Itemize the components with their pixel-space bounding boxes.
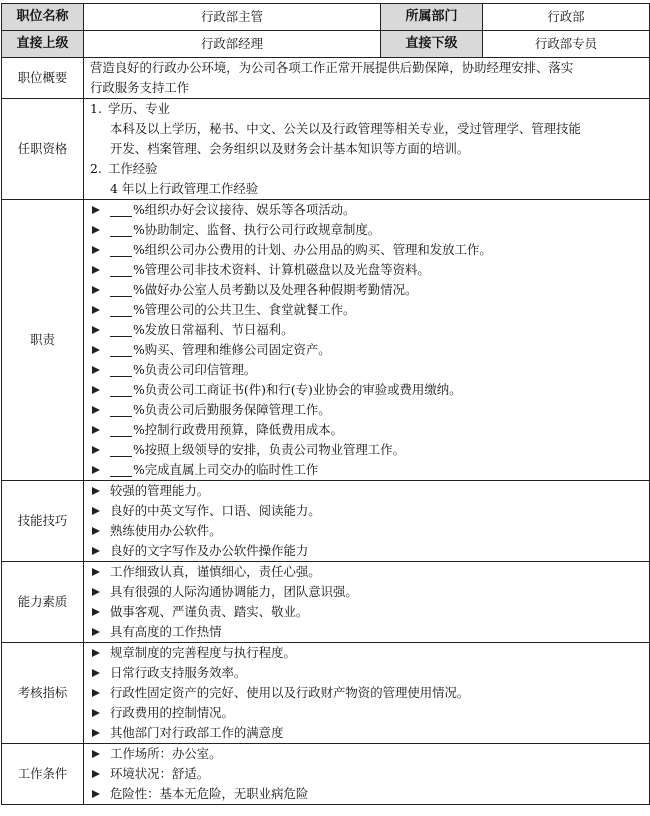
- percentage-blank: [110, 403, 132, 417]
- arrow-bullet-icon: [92, 547, 100, 555]
- list-item-text: 工作场所：办公室。: [110, 746, 222, 761]
- arrow-bullet-icon: [92, 608, 100, 616]
- qualities-list: [84, 562, 650, 643]
- arrow-bullet-icon: [92, 709, 100, 717]
- position-name-label: 职位名称: [2, 4, 84, 31]
- percentage-blank: [110, 463, 132, 477]
- position-name-value: 行政部主管: [84, 4, 381, 31]
- arrow-bullet-icon: [92, 246, 100, 254]
- arrow-bullet-icon: [92, 649, 100, 657]
- list-item: [90, 602, 643, 622]
- arrow-bullet-icon: [92, 266, 100, 274]
- qualification-detail: 开发、档案管理、会务组织以及财务会计基本知识等方面的培训。: [110, 141, 470, 156]
- percentage-blank: [110, 383, 132, 397]
- list-item: [90, 663, 643, 683]
- list-item: [90, 784, 643, 804]
- list-item: [90, 440, 643, 460]
- percentage-blank: [110, 223, 132, 237]
- arrow-bullet-icon: [92, 326, 100, 334]
- overview-line: 行政服务支持工作: [90, 80, 190, 95]
- list-item-text: %控制行政费用预算，降低费用成本。: [133, 422, 344, 437]
- arrow-bullet-icon: [92, 206, 100, 214]
- list-item-text: %负责公司印信管理。: [133, 362, 257, 377]
- qualifications-row: [2, 99, 650, 200]
- list-item: [90, 280, 643, 300]
- percentage-blank: [110, 343, 132, 357]
- list-item-text: %购买、管理和维修公司固定资产。: [133, 342, 331, 357]
- list-item-text: 工作细致认真，谨慎细心，责任心强。: [110, 564, 321, 579]
- list-item-text: 做事客观、严谨负责、踏实、敬业。: [110, 604, 309, 619]
- list-item-text: 日常行政支持服务效率。: [110, 665, 247, 680]
- arrow-bullet-icon: [92, 406, 100, 414]
- list-item-text: 熟练使用办公软件。: [110, 523, 222, 538]
- kpi-label: 考核指标: [2, 643, 84, 744]
- percentage-blank: [110, 263, 132, 277]
- header-row-2: [2, 31, 650, 58]
- overview-row: [2, 58, 650, 99]
- list-item: [90, 683, 643, 703]
- list-item-text: 良好的文字写作及办公软件操作能力: [110, 543, 309, 558]
- duties-list: [84, 200, 650, 481]
- header-row-1: [2, 4, 650, 31]
- list-item: [90, 582, 643, 602]
- arrow-bullet-icon: [92, 226, 100, 234]
- list-item-text: %管理公司非技术资料、计算机磁盘以及光盘等资料。: [133, 262, 430, 277]
- arrow-bullet-icon: [92, 446, 100, 454]
- qualities-label: 能力素质: [2, 562, 84, 643]
- list-item: [90, 360, 643, 380]
- kpi-row: [2, 643, 650, 744]
- list-item-text: %协助制定、监督、执行公司行政规章制度。: [133, 222, 381, 237]
- arrow-bullet-icon: [92, 306, 100, 314]
- list-item-text: %做好办公室人员考勤以及处理各种假期考勤情况。: [133, 282, 418, 297]
- supervisor-label: 直接上级: [2, 31, 84, 58]
- qualification-heading: [90, 159, 643, 179]
- overview-content: [84, 58, 650, 99]
- department-label: 所属部门: [381, 4, 483, 31]
- subordinate-label: 直接下级: [381, 31, 483, 58]
- list-item: [90, 744, 643, 764]
- subordinate-value: 行政部专员: [483, 31, 650, 58]
- list-item-text: %组织办好会议接待、娱乐等各项活动。: [133, 202, 356, 217]
- arrow-bullet-icon: [92, 386, 100, 394]
- list-item-text: %按照上级领导的安排，负责公司物业管理工作。: [133, 442, 405, 457]
- list-item-text: 较强的管理能力。: [110, 483, 210, 498]
- arrow-bullet-icon: [92, 729, 100, 737]
- list-item-text: 危险性：基本无危险，无职业病危险: [110, 786, 309, 801]
- list-item: [90, 220, 643, 240]
- arrow-bullet-icon: [92, 527, 100, 535]
- arrow-bullet-icon: [92, 689, 100, 697]
- list-item-text: 行政性固定资产的完好、使用以及行政财产物资的管理使用情况。: [110, 685, 470, 700]
- arrow-bullet-icon: [92, 750, 100, 758]
- list-item: [90, 420, 643, 440]
- job-description-table: [1, 3, 650, 805]
- arrow-bullet-icon: [92, 466, 100, 474]
- conditions-label: 工作条件: [2, 744, 84, 805]
- department-value: 行政部: [483, 4, 650, 31]
- list-item: [90, 240, 643, 260]
- qualities-row: [2, 562, 650, 643]
- qualification-number: 1.: [90, 101, 102, 116]
- list-item-text: %负责公司后勤服务保障管理工作。: [133, 402, 331, 417]
- arrow-bullet-icon: [92, 669, 100, 677]
- arrow-bullet-icon: [92, 588, 100, 596]
- percentage-blank: [110, 203, 132, 217]
- arrow-bullet-icon: [92, 568, 100, 576]
- list-item-text: %组织公司办公费用的计划、办公用品的购买、管理和发放工作。: [133, 242, 492, 257]
- duties-row: [2, 200, 650, 481]
- list-item-text: %管理公司的公共卫生、食堂就餐工作。: [133, 302, 356, 317]
- list-item: [90, 501, 643, 521]
- arrow-bullet-icon: [92, 628, 100, 636]
- percentage-blank: [110, 303, 132, 317]
- arrow-bullet-icon: [92, 487, 100, 495]
- list-item: [90, 300, 643, 320]
- arrow-bullet-icon: [92, 790, 100, 798]
- list-item: [90, 481, 643, 501]
- list-item: [90, 723, 643, 743]
- list-item: [90, 622, 643, 642]
- list-item-text: %负责公司工商证书(件)和行(专)业协会的审验或费用缴纳。: [133, 382, 462, 397]
- list-item-text: 行政费用的控制情况。: [110, 705, 234, 720]
- qualification-heading: [90, 99, 643, 119]
- qualification-title: 工作经验: [108, 161, 158, 176]
- arrow-bullet-icon: [92, 507, 100, 515]
- list-item: [90, 541, 643, 561]
- list-item: [90, 400, 643, 420]
- skills-list: [84, 481, 650, 562]
- list-item: [90, 200, 643, 220]
- supervisor-value: 行政部经理: [84, 31, 381, 58]
- qualification-detail: 4 年以上行政管理工作经验: [110, 181, 259, 196]
- list-item: [90, 764, 643, 784]
- percentage-blank: [110, 423, 132, 437]
- arrow-bullet-icon: [92, 426, 100, 434]
- percentage-blank: [110, 363, 132, 377]
- qualification-detail: 本科及以上学历，秘书、中文、公关以及行政管理等相关专业，受过管理学、管理技能: [110, 121, 581, 136]
- list-item-text: 其他部门对行政部工作的满意度: [110, 725, 284, 740]
- duties-label: 职责: [2, 200, 84, 481]
- overview-line: 营造良好的行政办公环境，为公司各项工作正常开展提供后勤保障，协助经理安排、落实: [90, 60, 574, 75]
- arrow-bullet-icon: [92, 770, 100, 778]
- conditions-row: [2, 744, 650, 805]
- list-item-text: 环境状况：舒适。: [110, 766, 210, 781]
- list-item: [90, 320, 643, 340]
- arrow-bullet-icon: [92, 286, 100, 294]
- list-item: [90, 380, 643, 400]
- percentage-blank: [110, 283, 132, 297]
- list-item: [90, 460, 643, 480]
- skills-label: 技能技巧: [2, 481, 84, 562]
- list-item-text: %发放日常福利、节日福利。: [133, 322, 294, 337]
- list-item: [90, 521, 643, 541]
- conditions-list: [84, 744, 650, 805]
- list-item: [90, 562, 643, 582]
- arrow-bullet-icon: [92, 366, 100, 374]
- qualifications-content: [84, 99, 650, 200]
- list-item-text: 具有高度的工作热情: [110, 624, 222, 639]
- qualification-number: 2.: [90, 161, 102, 176]
- list-item-text: 良好的中英文写作、口语、阅读能力。: [110, 503, 321, 518]
- percentage-blank: [110, 243, 132, 257]
- list-item: [90, 340, 643, 360]
- percentage-blank: [110, 443, 132, 457]
- list-item: [90, 643, 643, 663]
- overview-label: 职位概要: [2, 58, 84, 99]
- kpi-list: [84, 643, 650, 744]
- list-item: [90, 260, 643, 280]
- percentage-blank: [110, 323, 132, 337]
- list-item-text: 具有很强的人际沟通协调能力，团队意识强。: [110, 584, 358, 599]
- list-item-text: 规章制度的完善程度与执行程度。: [110, 645, 296, 660]
- list-item-text: %完成直属上司交办的临时性工作: [133, 462, 319, 477]
- list-item: [90, 703, 643, 723]
- skills-row: [2, 481, 650, 562]
- qualifications-label: 任职资格: [2, 99, 84, 200]
- arrow-bullet-icon: [92, 346, 100, 354]
- qualification-title: 学历、专业: [108, 101, 170, 116]
